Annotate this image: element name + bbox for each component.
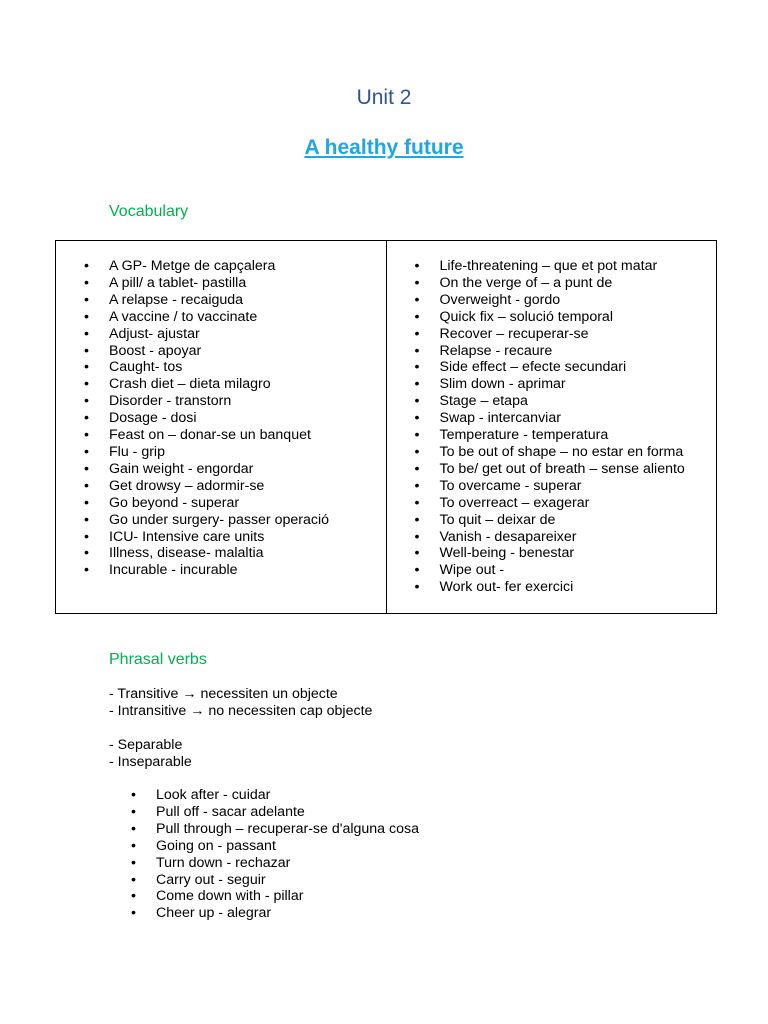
vocabulary-column-right	[387, 241, 717, 613]
phrasal-verbs-list	[156, 787, 419, 922]
vocabulary-table	[55, 240, 717, 614]
vocabulary-item: • Crash diet – dieta milagro	[109, 376, 386, 393]
vocabulary-item: • A pill/ a tablet- pastilla	[109, 275, 386, 292]
vocabulary-list-right	[387, 241, 717, 596]
vocabulary-item: • Illness, disease- malaltia	[109, 545, 386, 562]
vocabulary-item: • To be/ get out of breath – sense aliento	[440, 461, 717, 478]
phrasal-verb-item: • Carry out - seguir	[156, 872, 419, 889]
vocabulary-item: • Well-being - benestar	[440, 545, 717, 562]
vocabulary-item: • ICU- Intensive care units	[109, 529, 386, 546]
phrasal-verb-item: • Look after - cuidar	[156, 787, 419, 804]
vocabulary-item: • On the verge of – a punt de	[440, 275, 717, 292]
phrasal-verb-item: • Pull through – recuperar-se d'alguna cosa	[156, 821, 419, 838]
vocabulary-item: • Temperature - temperatura	[440, 427, 717, 444]
vocabulary-item: • Gain weight - engordar	[109, 461, 386, 478]
verb-types-transitivity	[109, 686, 372, 720]
vocabulary-item: • To overcame - superar	[440, 478, 717, 495]
intransitive-line: - Intransitive → no necessiten cap objecte	[109, 702, 373, 719]
page-title-link[interactable]: A healthy future	[304, 136, 464, 159]
vocabulary-item: • Go beyond - superar	[109, 495, 386, 512]
vocabulary-item: • Relapse - recaure	[440, 343, 717, 360]
vocabulary-item: • To overreact – exagerar	[440, 495, 717, 512]
transitive-line: - Transitive → necessiten un objecte	[109, 686, 338, 702]
vocabulary-item: • Disorder - transtorn	[109, 393, 386, 410]
page-title	[0, 136, 768, 160]
vocabulary-item: • To quit – deixar de	[440, 512, 717, 529]
phrasal-verb-item: • Come down with - pillar	[156, 888, 419, 905]
vocabulary-item: • Wipe out -	[440, 562, 717, 579]
phrasal-verb-item: • Turn down - rechazar	[156, 855, 419, 872]
verb-types-separability	[109, 737, 192, 771]
phrasal-verb-item: • Cheer up - alegrar	[156, 905, 419, 922]
vocabulary-item: • Dosage - dosi	[109, 410, 386, 427]
vocabulary-item: • Vanish - desapareixer	[440, 529, 717, 546]
vocabulary-item: • Incurable - incurable	[109, 562, 386, 579]
vocabulary-item: • Get drowsy – adormir-se	[109, 478, 386, 495]
vocabulary-list-left	[56, 241, 386, 579]
vocabulary-item: • Quick fix – solució temporal	[440, 309, 717, 326]
vocabulary-item: • Caught- tos	[109, 359, 386, 376]
vocabulary-item: • Adjust- ajustar	[109, 326, 386, 343]
phrasal-verb-item: • Going on - passant	[156, 838, 419, 855]
vocabulary-item: • Life-threatening – que et pot matar	[440, 258, 717, 275]
vocabulary-item: • Swap - intercanviar	[440, 410, 717, 427]
inseparable-line: - Inseparable	[109, 753, 192, 770]
vocabulary-item: • To be out of shape – no estar en forma	[440, 444, 717, 461]
vocabulary-item: • Stage – etapa	[440, 393, 717, 410]
vocabulary-item: • Boost - apoyar	[109, 343, 386, 360]
vocabulary-item: • Work out- fer exercici	[440, 579, 717, 596]
phrasal-verbs-list-wrapper	[156, 787, 419, 922]
vocabulary-item: • A GP- Metge de capçalera	[109, 258, 386, 275]
vocabulary-item: • Slim down - aprimar	[440, 376, 717, 393]
phrasal-verbs-heading: Phrasal verbs	[109, 651, 207, 668]
vocabulary-heading: Vocabulary	[109, 203, 189, 220]
vocabulary-item: • Recover – recuperar-se	[440, 326, 717, 343]
phrasal-verb-item: • Pull off - sacar adelante	[156, 804, 419, 821]
vocabulary-item: • A vaccine / to vaccinate	[109, 309, 386, 326]
vocabulary-item: • A relapse - recaiguda	[109, 292, 386, 309]
separable-line: - Separable	[109, 737, 183, 753]
unit-title: Unit 2	[356, 86, 412, 109]
vocabulary-item: • Feast on – donar-se un banquet	[109, 427, 386, 444]
vocabulary-item: • Flu - grip	[109, 444, 386, 461]
vocabulary-column-left	[56, 241, 387, 613]
vocabulary-item: • Overweight - gordo	[440, 292, 717, 309]
vocabulary-item: • Go under surgery- passer operació	[109, 512, 386, 529]
vocabulary-item: • Side effect – efecte secundari	[440, 359, 717, 376]
